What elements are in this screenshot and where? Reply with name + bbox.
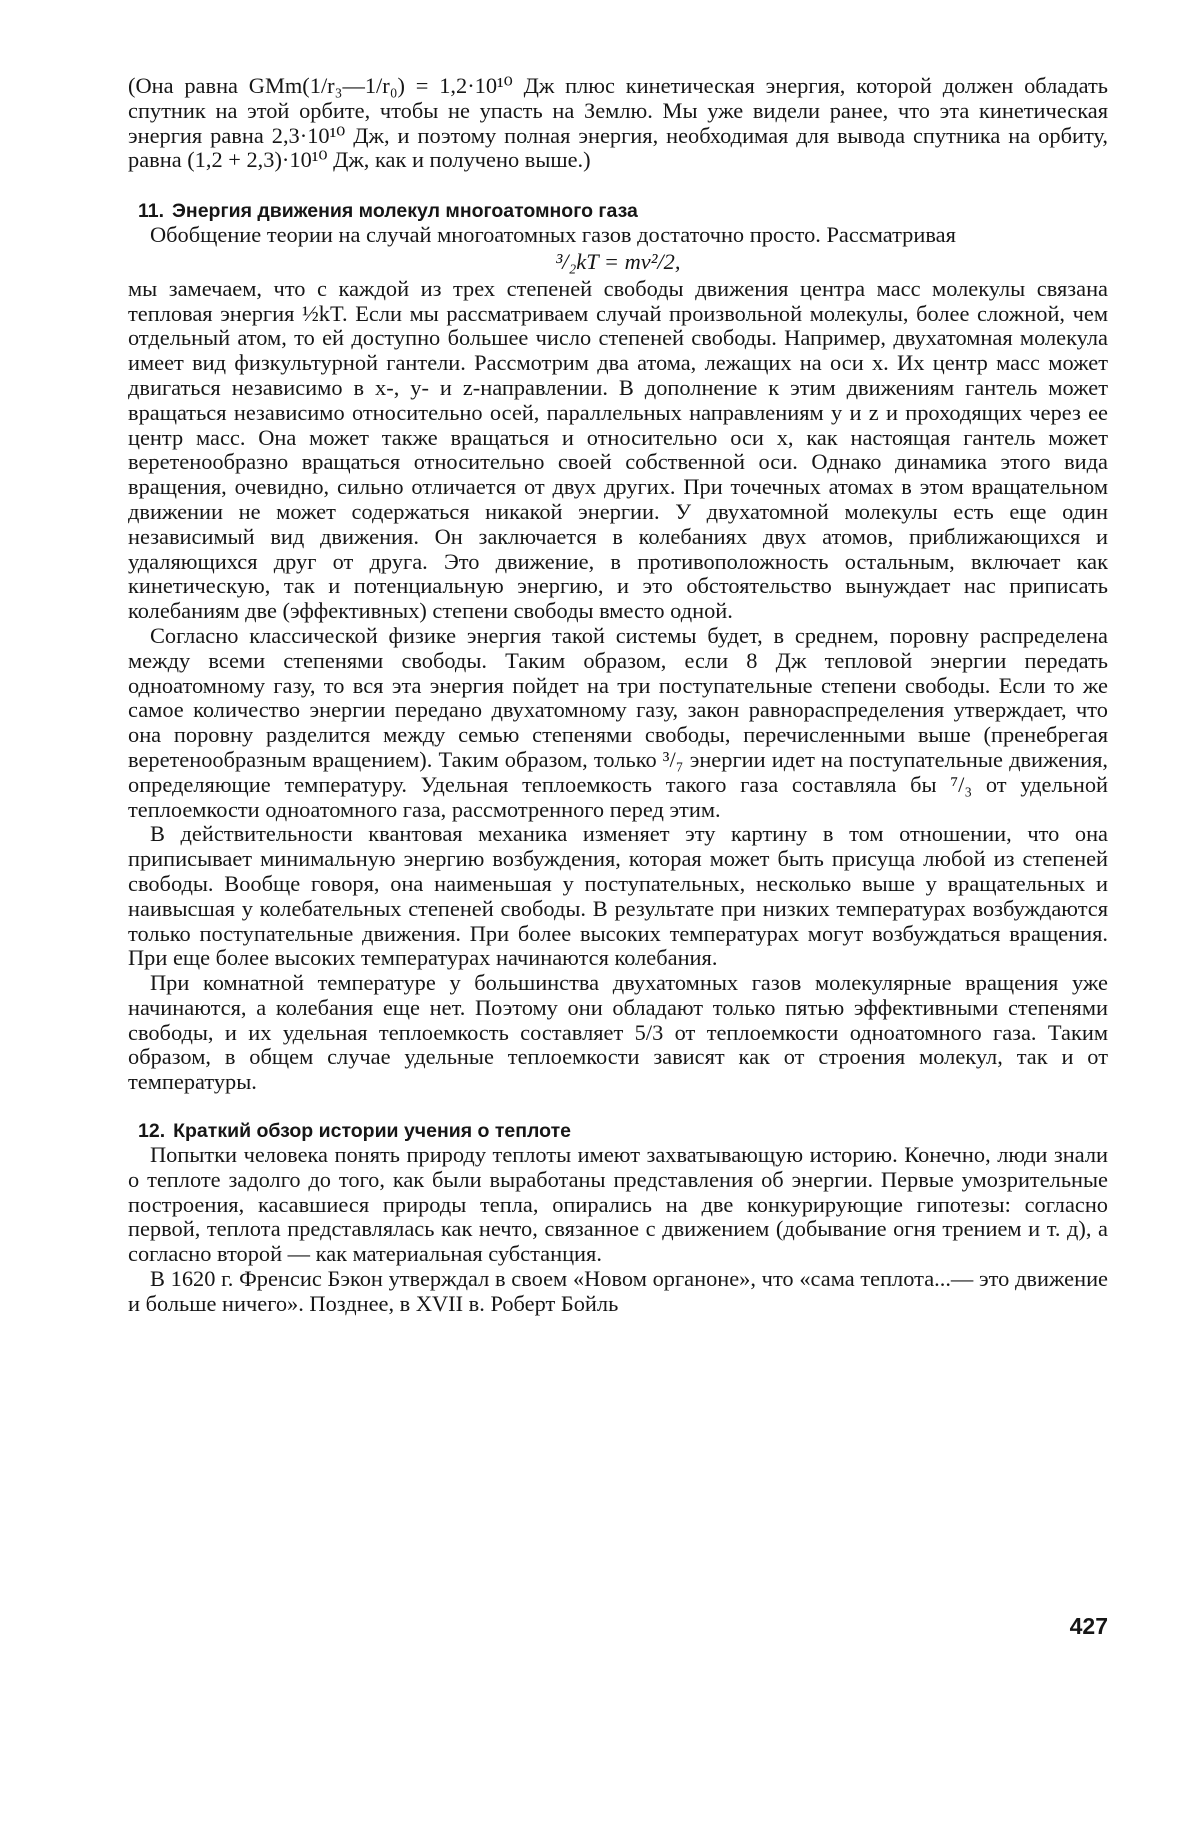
formula-kinetic-energy: ³/₂kT = mv²/2,	[128, 250, 1108, 275]
section-11-paragraph-1: мы замечаем, что с каждой из трех степеней свободы движения центра масс молекулы связана тепловая энергия ½kT. Если мы рассматриваем случай произвольной молекулы, более сложной, чем отдельный атом, то ей доступно большее число степеней свободы. Например, двухатомная молекула имеет вид физкультурной гантели. Рассмотрим два атома, лежащих на оси x. Их центр масс может двигаться независимо в x-, y- и z-направлении. В дополнение к этим движениям гантель может вращаться независимо относительно осей, параллельных направлениям y и z и проходящих через ее центр масс. Она может также вращаться и относительно оси x, как настоящая гантель может веретенообразно вращаться относительно своей собственной оси. Однако динамика этого вида вращения, очевидно, сильно отличается от двух других. При точечных атомах в этом вращательном движении не может содержаться никакой энергии. У двухатомной молекулы есть еще один независимый вид движения. Он заключается в колебаниях двух атомов, приближающихся и удаляющихся друг от друга. Это движение, в противоположность остальным, включает как кинетическую, так и потенциальную энергию, и это обстоятельство вынуждает нас приписать колебаниям две (эффективных) степени свободы вместо одной.	[128, 277, 1108, 624]
page-number: 427	[1070, 1614, 1108, 1639]
section-11-paragraph-3: В действительности квантовая механика изменяет эту картину в том отношении, что она приписывает минимальную энергию возбуждения, которая может быть присуща любой из степеней свободы. Вообще говоря, она наименьшая у поступательных, несколько выше у вращательных и наивысшая у колебательных степеней свободы. В результате при низких температурах возбуждаются только поступательные движения. При более высоких температурах могут возбуждаться вращения. При еще более высоких температурах начинаются колебания.	[128, 822, 1108, 971]
section-number: 11.	[138, 200, 164, 222]
section-title: Краткий обзор истории учения о теплоте	[173, 1120, 571, 1142]
section-number: 12.	[138, 1120, 165, 1142]
intro-paragraph: (Она равна GMm(1/r₃—1/r₀) = 1,2·10¹⁰ Дж плюс кинетическая энергия, которой должен обладать спутник на этой орбите, чтобы не упасть на Землю. Мы уже видели ранее, что эта кинетическая энергия равна 2,3·10¹⁰ Дж, и поэтому полная энергия, необходимая для вывода спутника на орбиту, равна (1,2 + 2,3)·10¹⁰ Дж, как и получено выше.)	[128, 74, 1108, 173]
section-heading-11	[138, 199, 1108, 223]
section-title: Энергия движения молекул многоатомного газа	[172, 200, 638, 222]
section-11-lead: Обобщение теории на случай многоатомных газов достаточно просто. Рассматривая	[128, 223, 1108, 248]
section-12-paragraph-1: Попытки человека понять природу теплоты имеют захватывающую историю. Конечно, люди знали о теплоте задолго до того, как были выработаны представления об энергии. Первые умозрительные построения, касавшиеся природы тепла, опирались на две конкурирующие гипотезы: согласно первой, теплота представлялась как нечто, связанное с движением (добывание огня трением и т. д), а согласно второй — как материальная субстанция.	[128, 1143, 1108, 1267]
section-11-paragraph-4: При комнатной температуре у большинства двухатомных газов молекулярные вращения уже начинаются, а колебания еще нет. Поэтому они обладают только пятью эффективными степенями свободы, и их удельная теплоемкость составляет 5/3 от теплоемкости одноатомного газа. Таким образом, в общем случае удельные теплоемкости зависят как от строения молекул, так и от температуры.	[128, 971, 1108, 1095]
book-page	[0, 0, 1200, 1844]
section-11-paragraph-2: Согласно классической физике энергия такой системы будет, в среднем, поровну распределена между всеми степенями свободы. Таким образом, если 8 Дж тепловой энергии передать одноатомному газу, то вся эта энергия пойдет на три поступательные степени свободы. Если то же самое количество энергии передано двухатомному газу, закон равнораспределения утверждает, что она поровну разделится между семью степенями свободы, перечисленными выше (пренебрегая веретенообразным вращением). Таким образом, только ³/₇ энергии идет на поступательные движения, определяющие температуру. Удельная теплоемкость такого газа составляла бы ⁷/₃ от удельной теплоемкости одноатомного газа, рассмотренного перед этим.	[128, 624, 1108, 822]
section-heading-12	[138, 1119, 1108, 1143]
section-12-paragraph-2: В 1620 г. Френсис Бэкон утверждал в своем «Новом органоне», что «сама теплота...— это движение и больше ничего». Позднее, в XVII в. Роберт Бойль	[128, 1267, 1108, 1317]
